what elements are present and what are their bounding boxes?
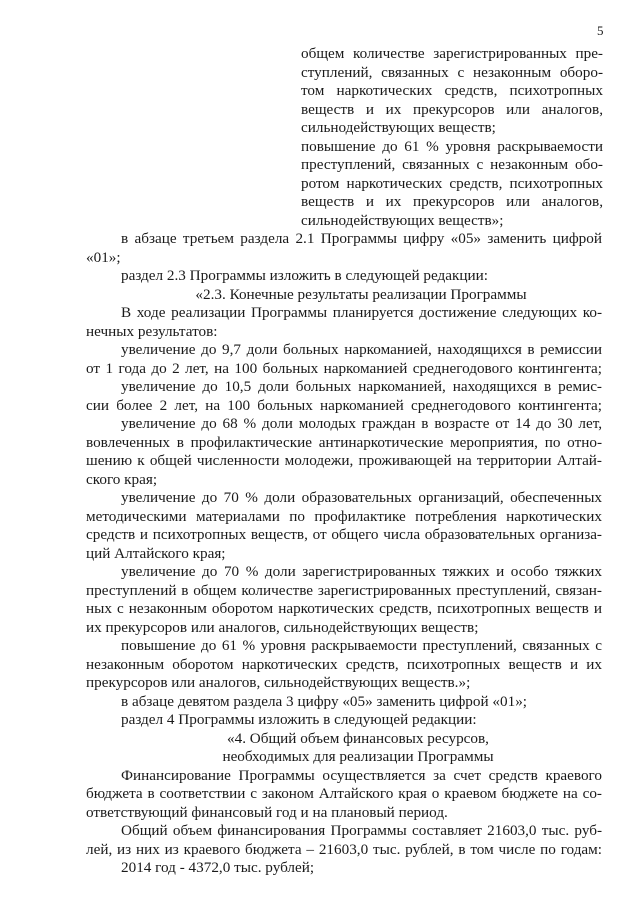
text-line: незаконным оборотом наркотических средств, психотропных веществ и их — [86, 655, 602, 673]
text-line: преступлений в общем количестве зарегистрированных преступлений, связан- — [86, 581, 602, 599]
text-line: методическими материалами по профилактике потребления наркотических — [86, 507, 602, 525]
text-line: их прекурсоров или аналогов, сильнодействующих веществ; — [86, 618, 479, 636]
text-line: В ходе реализации Программы планируется достижение следующих ко- — [121, 304, 602, 321]
text-line: 2014 год - 4372,0 тыс. рублей; — [121, 859, 315, 876]
text-line: общем количестве зарегистрированных пре- — [301, 45, 603, 62]
text-line: нечных результатов: — [86, 322, 218, 340]
text-line: повышение до 61 % уровня раскрываемости преступлений, связанных с — [121, 637, 602, 654]
section-heading: необходимых для реализации Программы — [222, 748, 494, 765]
text-line: ротом наркотических средств, психотропных — [301, 174, 603, 192]
text-line: увеличение до 10,5 доли больных наркоманией, находящихся в ремис- — [121, 378, 602, 395]
text-line: увеличение до 70 % доли зарегистрированных тяжких и особо тяжких — [121, 563, 602, 580]
text-line: сильнодействующих веществ»; — [301, 211, 504, 229]
text-line: ответствующий финансовый год и на плановый период. — [86, 803, 448, 821]
text-line: Финансирование Программы осуществляется за счет средств краевого — [121, 766, 602, 784]
text-line: в абзаце третьем раздела 2.1 Программы цифру «05» заменить цифрой — [121, 230, 602, 247]
text-line: преступлений, связанных с незаконным обо- — [301, 156, 603, 173]
text-line: ского края; — [86, 470, 158, 488]
section-heading: «4. Общий объем финансовых ресурсов, — [227, 729, 489, 747]
section-heading: «2.3. Конечные результаты реализации Программы — [195, 285, 527, 303]
text-line: повышение до 61 % уровня раскрываемости — [301, 137, 603, 155]
text-line: раздел 4 Программы изложить в следующей редакции: — [121, 711, 477, 728]
text-line: веществ и их прекурсоров или аналогов, — [301, 193, 603, 210]
text-line: Общий объем финансирования Программы составляет 21603,0 тыс. руб- — [121, 822, 602, 839]
page-number: 5 — [597, 23, 604, 38]
text-line: сии более 2 лет, на 100 больных наркоманией среднегодового контингента; — [86, 396, 602, 414]
text-line: прекурсоров или аналогов, сильнодействующих веществ.»; — [86, 674, 471, 691]
text-line: вовлеченных в профилактические антинаркотические мероприятия, по отно- — [86, 433, 602, 451]
text-line: том наркотических средств, психотропных — [301, 82, 603, 99]
text-line: увеличение до 9,7 доли больных наркоманией, находящихся в ремиссии — [121, 341, 602, 358]
text-line: бюджета в соответствии с законом Алтайского края о краевом бюджете на со- — [86, 785, 602, 802]
text-line: увеличение до 70 % доли образовательных организаций, обеспеченных — [121, 489, 602, 506]
text-line: ступлений, связанных с незаконным оборо- — [301, 63, 603, 81]
text-line: сильнодействующих веществ; — [301, 119, 496, 136]
text-line: средств и психотропных веществ, от общего числа образовательных организа- — [86, 526, 602, 543]
text-line: ций Алтайского края; — [86, 544, 226, 562]
text-line: увеличение до 68 % доли молодых граждан в возрасте от 14 до 30 лет, — [121, 415, 602, 432]
text-line: «01»; — [86, 248, 121, 266]
text-line: лей, из них из краевого бюджета – 21603,0 тыс. рублей, в том числе по годам: — [86, 840, 602, 858]
text-line: веществ и их прекурсоров или аналогов, — [301, 100, 603, 118]
text-line: раздел 2.3 Программы изложить в следующей редакции: — [121, 267, 488, 284]
text-line: от 1 года до 2 лет, на 100 больных наркоманией среднегодового контингента; — [86, 359, 602, 377]
text-line: ных с незаконным оборотом наркотических средств, психотропных веществ и — [86, 600, 602, 617]
text-line: в абзаце девятом раздела 3 цифру «05» заменить цифрой «01»; — [121, 692, 528, 710]
text-line: шению к общей численности молодежи, проживающей на территории Алтай- — [86, 452, 602, 469]
